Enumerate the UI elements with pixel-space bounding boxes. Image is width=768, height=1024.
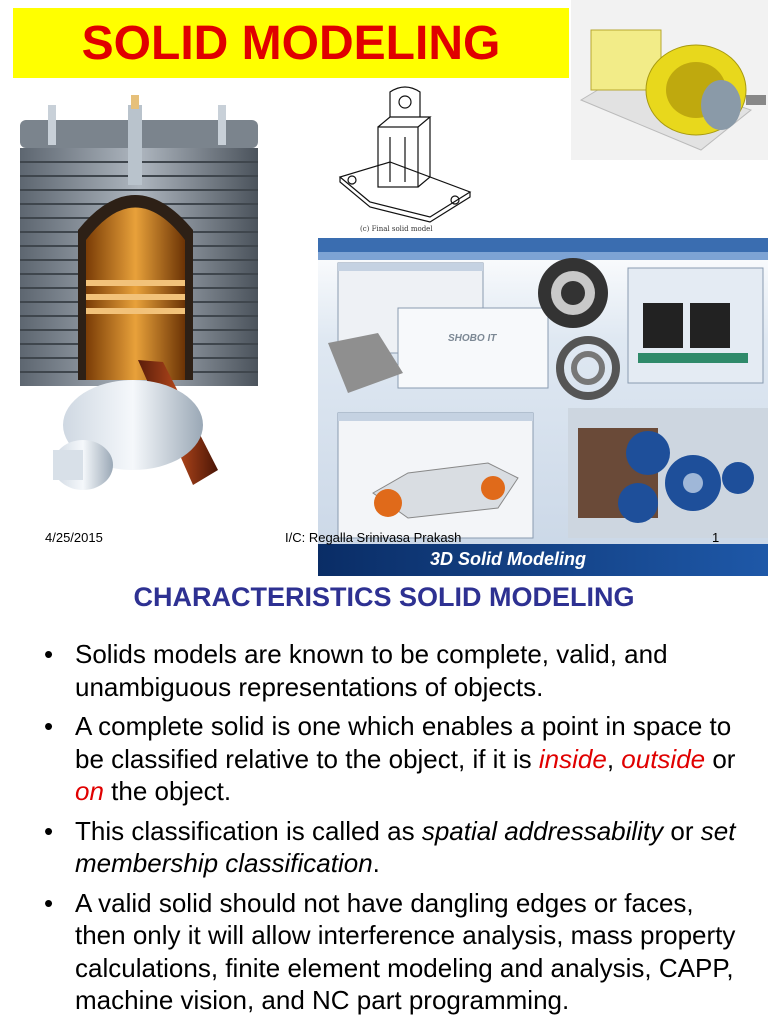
bullet-text: Solids models are known to be complete, valid, and unambiguous representations of objects. bbox=[75, 639, 668, 702]
term-outside: outside bbox=[621, 743, 706, 774]
term-inside: inside bbox=[538, 743, 607, 774]
bullet-text: This classification is called as bbox=[75, 815, 422, 846]
term-on: on bbox=[75, 776, 104, 806]
bullet-item bbox=[44, 638, 744, 703]
panel-artwork bbox=[318, 238, 768, 544]
engine-cylinder-illustration bbox=[8, 80, 268, 500]
connector: or bbox=[663, 815, 701, 846]
footer-date: 4/25/2015 bbox=[45, 530, 103, 545]
slide-2 bbox=[0, 576, 768, 1024]
panel-logo-text: SHOBO IT bbox=[448, 333, 497, 344]
solid-modeling-composite-image bbox=[318, 238, 768, 576]
bullet-symbol: • bbox=[44, 887, 54, 918]
slide-title: SOLID MODELING bbox=[81, 16, 501, 70]
footer-page-number: 1 bbox=[712, 530, 720, 545]
footer-instructor: I/C: Regalla Srinivasa Prakash bbox=[285, 530, 462, 545]
bracket-caption: (c) Final solid model bbox=[360, 225, 433, 233]
connector: or bbox=[705, 743, 736, 774]
bullet-symbol: • bbox=[44, 815, 54, 846]
panel-banner-text: 3D Solid Modeling bbox=[430, 549, 586, 569]
bullet-text-end: the object. bbox=[103, 776, 232, 806]
bullet-item bbox=[44, 887, 744, 1017]
bullet-text: A valid solid should not have dangling edges or faces, then only it will allow interference analysis, mass property calculations, finite element modeling and analysis, CAPP, machine vision, and NC part programming. bbox=[75, 887, 736, 1015]
bullet-item bbox=[44, 710, 744, 808]
bullet-text-end: . bbox=[372, 848, 380, 878]
title-banner bbox=[13, 8, 569, 78]
bullet-symbol: • bbox=[44, 639, 54, 669]
bullet-item bbox=[44, 815, 744, 880]
bullet-symbol: • bbox=[44, 711, 54, 741]
term-set-membership: set membership classification bbox=[75, 815, 736, 878]
yellow-assembly-illustration bbox=[571, 0, 768, 160]
slide-heading: CHARACTERISTICS SOLID MODELING bbox=[133, 582, 635, 612]
bullet-text: A complete solid is one which enables a point in space to be classified relative to the object, if it is bbox=[75, 711, 732, 774]
bullet-list bbox=[44, 638, 744, 1024]
term-spatial-addressability: spatial addressability bbox=[421, 815, 664, 846]
separator: , bbox=[606, 743, 622, 774]
panel-banner bbox=[318, 544, 768, 576]
bracket-line-drawing bbox=[330, 82, 480, 227]
